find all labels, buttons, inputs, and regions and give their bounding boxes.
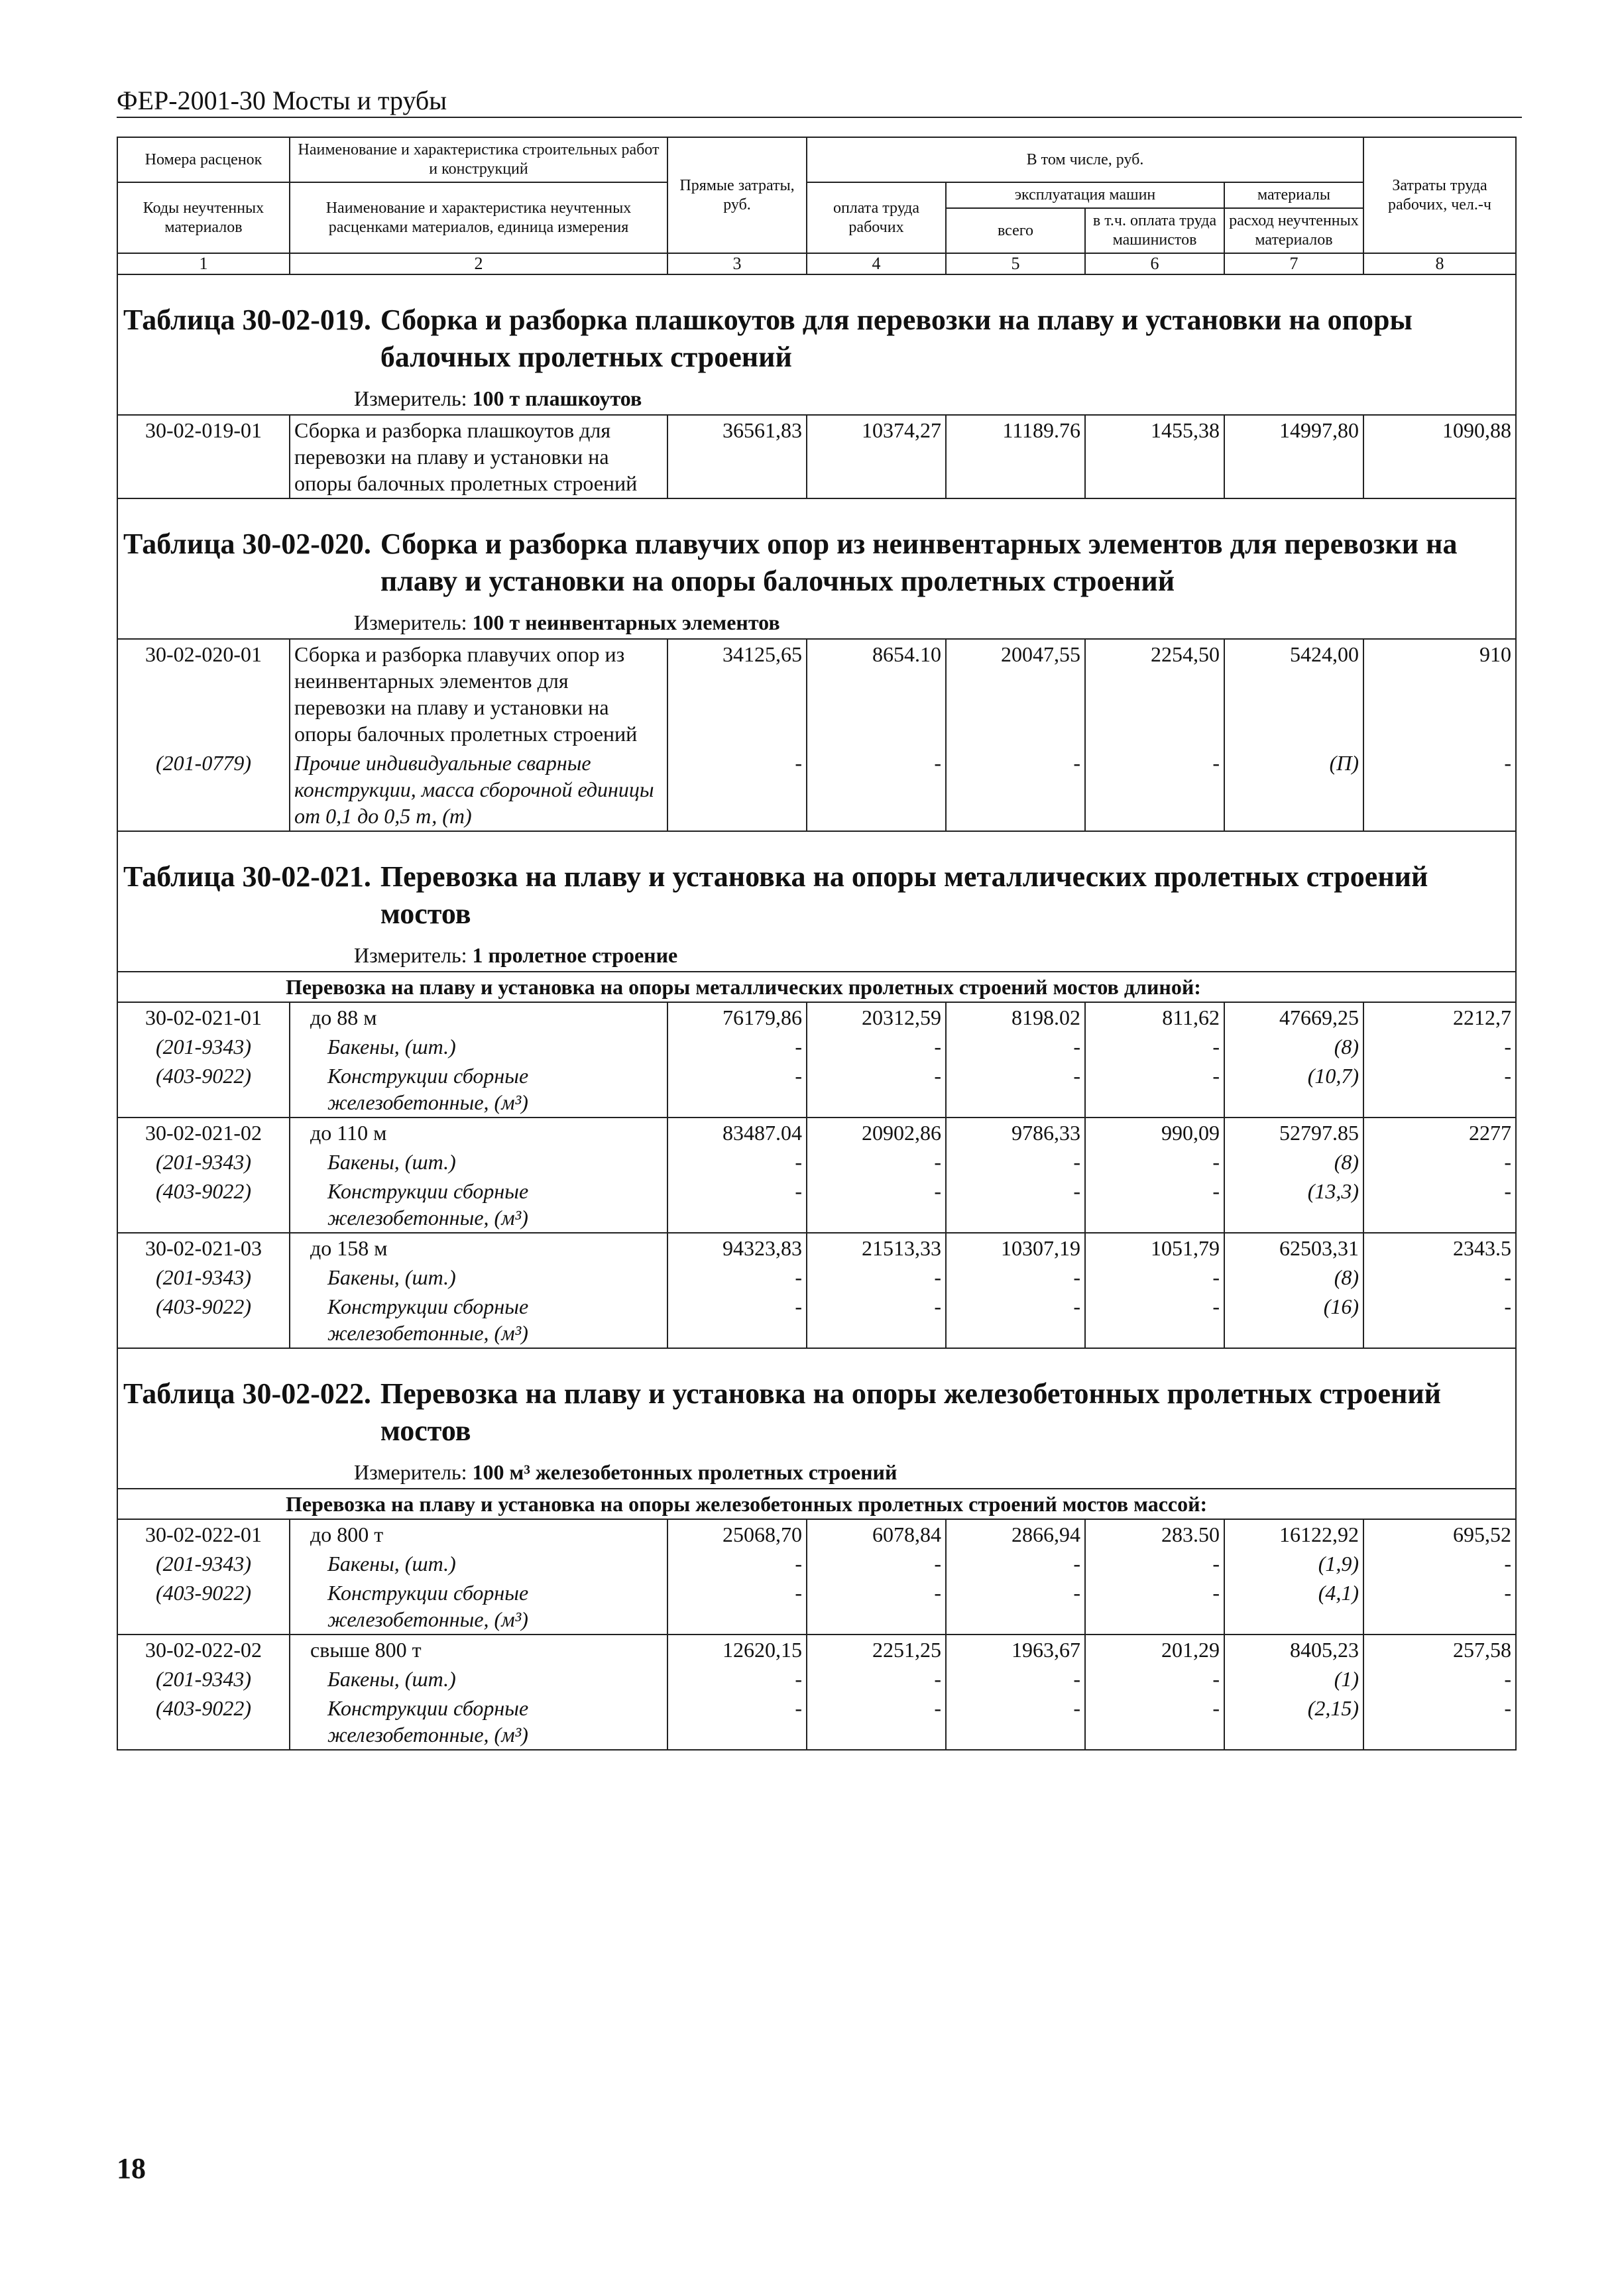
material-row — [117, 1032, 1516, 1061]
rate-row — [117, 1635, 1516, 1664]
material-row — [117, 1292, 1516, 1348]
column-number: 8 — [1363, 253, 1516, 274]
rate-code: (201-9343) — [117, 1147, 290, 1177]
value-col-7: (8) — [1224, 1147, 1363, 1177]
measurement-value: 1 пролетное строение — [472, 943, 678, 967]
value-col-4: 8654.10 — [807, 639, 946, 748]
table-section — [117, 831, 1516, 972]
value-col-4: - — [807, 1664, 946, 1693]
value-col-7: 62503,31 — [1224, 1233, 1363, 1263]
value-col-7: (10,7) — [1224, 1061, 1363, 1118]
column-numbers-row — [117, 253, 1516, 274]
col6-header: в т.ч. оплата труда машинистов — [1085, 208, 1224, 253]
value-col-6: 990,09 — [1085, 1118, 1224, 1147]
col3-header: Прямые затраты, руб. — [667, 137, 807, 253]
value-col-4: 20902,86 — [807, 1118, 946, 1147]
subheader-text: Перевозка на плаву и установка на опоры металлических пролетных строений мостов длиной: — [117, 972, 1516, 1002]
col2-header-top: Наименование и характеристика строительных работ и конструкций — [290, 137, 667, 182]
value-col-5: 1963,67 — [946, 1635, 1085, 1664]
value-col-4: - — [807, 1061, 946, 1118]
value-col-3: - — [667, 1032, 807, 1061]
subheader-row — [117, 1489, 1516, 1519]
value-col-8: - — [1363, 1061, 1516, 1118]
value-col-5: 11189.76 — [946, 415, 1085, 498]
value-col-5: - — [946, 1032, 1085, 1061]
rate-name: Сборка и разборка плашкоутов для перевозки на плаву и установки на опоры балочных пролетных строений — [290, 415, 667, 498]
value-col-3: - — [667, 1292, 807, 1348]
value-col-4: - — [807, 1549, 946, 1578]
value-col-8: - — [1363, 1693, 1516, 1750]
section-title — [123, 1375, 1510, 1450]
rate-code: 30-02-021-01 — [117, 1002, 290, 1032]
value-col-8: - — [1363, 748, 1516, 831]
rate-name: Конструкции сборные железобетонные, (м³) — [290, 1061, 667, 1118]
section-title-text: Перевозка на плаву и установка на опоры железобетонных пролетных строений мостов — [380, 1377, 1442, 1447]
value-col-8: - — [1363, 1263, 1516, 1292]
value-col-6: - — [1085, 1292, 1224, 1348]
value-col-4: - — [807, 1292, 946, 1348]
value-col-3: - — [667, 1578, 807, 1635]
rate-row — [117, 1233, 1516, 1263]
value-col-7: (4,1) — [1224, 1578, 1363, 1635]
value-col-4: - — [807, 1032, 946, 1061]
value-col-6: - — [1085, 1549, 1224, 1578]
col7-header: расход неучтенных материалов — [1224, 208, 1363, 253]
value-col-5: 20047,55 — [946, 639, 1085, 748]
value-col-4: - — [807, 1177, 946, 1233]
subheader-row — [117, 972, 1516, 1002]
value-col-5: - — [946, 1177, 1085, 1233]
value-col-8: 2343.5 — [1363, 1233, 1516, 1263]
value-col-6: 283.50 — [1085, 1519, 1224, 1549]
material-row — [117, 1549, 1516, 1578]
rate-name: Конструкции сборные железобетонные, (м³) — [290, 1177, 667, 1233]
rate-name: Сборка и разборка плавучих опор из неинвентарных элементов для перевозки на плаву и установки на опоры балочных пролетных строений — [290, 639, 667, 748]
column-number: 5 — [946, 253, 1085, 274]
material-row — [117, 1177, 1516, 1233]
value-col-3: - — [667, 1061, 807, 1118]
value-col-5: 10307,19 — [946, 1233, 1085, 1263]
rate-row — [117, 415, 1516, 498]
value-col-7: 8405,23 — [1224, 1635, 1363, 1664]
value-col-7: 47669,25 — [1224, 1002, 1363, 1032]
page-number: 18 — [117, 2152, 146, 2185]
section-title — [123, 858, 1510, 933]
measurement-value: 100 т неинвентарных элементов — [472, 610, 780, 634]
value-col-6: - — [1085, 1177, 1224, 1233]
value-col-3: - — [667, 1263, 807, 1292]
rate-row — [117, 639, 1516, 748]
rate-row — [117, 1519, 1516, 1549]
value-col-6: - — [1085, 1578, 1224, 1635]
rates-table — [117, 137, 1517, 1751]
value-col-8: 695,52 — [1363, 1519, 1516, 1549]
value-col-5: - — [946, 748, 1085, 831]
value-col-6: - — [1085, 748, 1224, 831]
section-title-text: Сборка и разборка плавучих опор из неинвентарных элементов для перевозки на плаву и установки на опоры балочных пролетных строений — [380, 528, 1458, 597]
included-group-header: В том числе, руб. — [807, 137, 1363, 182]
rate-name: Бакены, (шт.) — [290, 1549, 667, 1578]
value-col-7: (1,9) — [1224, 1549, 1363, 1578]
value-col-3: 25068,70 — [667, 1519, 807, 1549]
value-col-5: - — [946, 1664, 1085, 1693]
value-col-7: 16122,92 — [1224, 1519, 1363, 1549]
column-number: 4 — [807, 253, 946, 274]
rate-code: (201-9343) — [117, 1263, 290, 1292]
value-col-6: - — [1085, 1693, 1224, 1750]
value-col-5: - — [946, 1578, 1085, 1635]
value-col-4: 6078,84 — [807, 1519, 946, 1549]
measurement-unit — [123, 942, 1510, 968]
table-section-row — [117, 831, 1516, 972]
value-col-8: 1090,88 — [1363, 415, 1516, 498]
value-col-5: - — [946, 1263, 1085, 1292]
document-header-title: ФЕР-2001-30 Мосты и трубы — [117, 86, 447, 115]
rate-name: Прочие индивидуальные сварные конструкции, масса сборочной единицы от 0,1 до 0,5 т, (т) — [290, 748, 667, 831]
col4-header: оплата труда рабочих — [807, 182, 946, 253]
rate-name: до 88 м — [290, 1002, 667, 1032]
value-col-7: (2,15) — [1224, 1693, 1363, 1750]
table-section — [117, 498, 1516, 639]
value-col-6: - — [1085, 1664, 1224, 1693]
value-col-5: - — [946, 1693, 1085, 1750]
value-col-4: - — [807, 1263, 946, 1292]
rate-name: до 800 т — [290, 1519, 667, 1549]
measurement-unit — [123, 385, 1510, 412]
value-col-5: - — [946, 1147, 1085, 1177]
value-col-6: - — [1085, 1032, 1224, 1061]
rate-code: 30-02-021-03 — [117, 1233, 290, 1263]
rate-name: Конструкции сборные железобетонные, (м³) — [290, 1693, 667, 1750]
rate-code: (403-9022) — [117, 1061, 290, 1118]
value-col-7: (8) — [1224, 1032, 1363, 1061]
rate-code: (201-9343) — [117, 1664, 290, 1693]
rate-code: (201-0779) — [117, 748, 290, 831]
material-row — [117, 748, 1516, 831]
rate-code: 30-02-022-01 — [117, 1519, 290, 1549]
material-row — [117, 1263, 1516, 1292]
col1-header-top: Номера расценок — [117, 137, 290, 182]
value-col-6: 2254,50 — [1085, 639, 1224, 748]
value-col-4: 10374,27 — [807, 415, 946, 498]
measurement-value: 100 м³ железобетонных пролетных строений — [472, 1460, 897, 1484]
machines-group-header: эксплуатация машин — [946, 182, 1224, 208]
rate-name: Бакены, (шт.) — [290, 1147, 667, 1177]
value-col-3: - — [667, 1147, 807, 1177]
value-col-3: - — [667, 1693, 807, 1750]
value-col-3: 83487.04 — [667, 1118, 807, 1147]
materials-group-header: материалы — [1224, 182, 1363, 208]
value-col-5: - — [946, 1549, 1085, 1578]
rate-row — [117, 1002, 1516, 1032]
measurement-label: Измеритель: — [354, 610, 467, 634]
section-title-text: Сборка и разборка плашкоутов для перевозки на плаву и установки на опоры балочных пролетных строений — [380, 304, 1413, 373]
column-number: 7 — [1224, 253, 1363, 274]
table-section — [117, 274, 1516, 415]
value-col-4: 21513,33 — [807, 1233, 946, 1263]
column-number: 1 — [117, 253, 290, 274]
value-col-6: 1051,79 — [1085, 1233, 1224, 1263]
rate-code: (201-9343) — [117, 1549, 290, 1578]
measurement-label: Измеритель: — [354, 943, 467, 967]
section-title — [123, 302, 1510, 376]
value-col-5: - — [946, 1292, 1085, 1348]
value-col-8: - — [1363, 1664, 1516, 1693]
value-col-7: (13,3) — [1224, 1177, 1363, 1233]
value-col-3: 94323,83 — [667, 1233, 807, 1263]
value-col-4: - — [807, 1693, 946, 1750]
value-col-7: (1) — [1224, 1664, 1363, 1693]
measurement-unit — [123, 609, 1510, 636]
value-col-4: 20312,59 — [807, 1002, 946, 1032]
value-col-4: 2251,25 — [807, 1635, 946, 1664]
value-col-6: - — [1085, 1061, 1224, 1118]
col8-header: Затраты труда рабочих, чел.-ч — [1363, 137, 1516, 253]
section-label: Таблица 30-02-019. — [123, 304, 371, 336]
rate-row — [117, 1118, 1516, 1147]
rate-code: 30-02-022-02 — [117, 1635, 290, 1664]
value-col-4: - — [807, 1147, 946, 1177]
measurement-label: Измеритель: — [354, 1460, 467, 1484]
measurement-unit — [123, 1459, 1510, 1485]
value-col-8: - — [1363, 1177, 1516, 1233]
section-label: Таблица 30-02-021. — [123, 860, 371, 893]
value-col-3: - — [667, 748, 807, 831]
section-label: Таблица 30-02-022. — [123, 1377, 371, 1410]
value-col-8: 2277 — [1363, 1118, 1516, 1147]
column-number: 3 — [667, 253, 807, 274]
material-row — [117, 1693, 1516, 1750]
material-row — [117, 1664, 1516, 1693]
value-col-3: 12620,15 — [667, 1635, 807, 1664]
value-col-5: 2866,94 — [946, 1519, 1085, 1549]
value-col-6: 811,62 — [1085, 1002, 1224, 1032]
value-col-8: 2212,7 — [1363, 1002, 1516, 1032]
table-section — [117, 1348, 1516, 1489]
section-title — [123, 526, 1510, 600]
value-col-5: 9786,33 — [946, 1118, 1085, 1147]
value-col-5: 8198.02 — [946, 1002, 1085, 1032]
rate-code: (201-9343) — [117, 1032, 290, 1061]
value-col-6: - — [1085, 1263, 1224, 1292]
value-col-8: 910 — [1363, 639, 1516, 748]
value-col-8: - — [1363, 1578, 1516, 1635]
rate-code: (403-9022) — [117, 1578, 290, 1635]
value-col-3: 34125,65 — [667, 639, 807, 748]
header-rule — [117, 117, 1522, 118]
value-col-3: - — [667, 1177, 807, 1233]
rate-name: Бакены, (шт.) — [290, 1263, 667, 1292]
value-col-8: - — [1363, 1549, 1516, 1578]
rate-name: Бакены, (шт.) — [290, 1032, 667, 1061]
table-header — [117, 137, 1516, 274]
col1-header-bottom: Коды неучтенных материалов — [117, 182, 290, 253]
col5-header: всего — [946, 208, 1085, 253]
rate-name: до 158 м — [290, 1233, 667, 1263]
value-col-3: - — [667, 1664, 807, 1693]
rate-code: 30-02-020-01 — [117, 639, 290, 748]
measurement-label: Измеритель: — [354, 386, 467, 410]
column-number: 2 — [290, 253, 667, 274]
rate-code: 30-02-021-02 — [117, 1118, 290, 1147]
value-col-4: - — [807, 1578, 946, 1635]
measurement-value: 100 т плашкоутов — [472, 386, 642, 410]
rate-code: (403-9022) — [117, 1693, 290, 1750]
value-col-5: - — [946, 1061, 1085, 1118]
rate-name: Бакены, (шт.) — [290, 1664, 667, 1693]
subheader-text: Перевозка на плаву и установка на опоры железобетонных пролетных строений мостов массой: — [117, 1489, 1516, 1519]
value-col-8: 257,58 — [1363, 1635, 1516, 1664]
material-row — [117, 1578, 1516, 1635]
column-number: 6 — [1085, 253, 1224, 274]
value-col-4: - — [807, 748, 946, 831]
table-section-row — [117, 1348, 1516, 1489]
value-col-3: - — [667, 1549, 807, 1578]
section-label: Таблица 30-02-020. — [123, 528, 371, 560]
value-col-8: - — [1363, 1292, 1516, 1348]
value-col-3: 76179,86 — [667, 1002, 807, 1032]
section-title-text: Перевозка на плаву и установка на опоры металлических пролетных строений мостов — [380, 860, 1428, 930]
value-col-7: 52797.85 — [1224, 1118, 1363, 1147]
value-col-7: (П) — [1224, 748, 1363, 831]
table-body — [117, 274, 1516, 1750]
value-col-7: (8) — [1224, 1263, 1363, 1292]
material-row — [117, 1061, 1516, 1118]
table-section-row — [117, 498, 1516, 639]
value-col-8: - — [1363, 1032, 1516, 1061]
value-col-7: (16) — [1224, 1292, 1363, 1348]
rate-code: 30-02-019-01 — [117, 415, 290, 498]
value-col-6: 1455,38 — [1085, 415, 1224, 498]
value-col-8: - — [1363, 1147, 1516, 1177]
rate-code: (403-9022) — [117, 1177, 290, 1233]
table-section-row — [117, 274, 1516, 415]
value-col-7: 14997,80 — [1224, 415, 1363, 498]
rate-name: до 110 м — [290, 1118, 667, 1147]
value-col-3: 36561,83 — [667, 415, 807, 498]
col2-header-bottom: Наименование и характеристика неучтенных расценками материалов, единица измерения — [290, 182, 667, 253]
material-row — [117, 1147, 1516, 1177]
rate-name: свыше 800 т — [290, 1635, 667, 1664]
value-col-7: 5424,00 — [1224, 639, 1363, 748]
rate-name: Конструкции сборные железобетонные, (м³) — [290, 1578, 667, 1635]
value-col-6: - — [1085, 1147, 1224, 1177]
value-col-6: 201,29 — [1085, 1635, 1224, 1664]
rate-code: (403-9022) — [117, 1292, 290, 1348]
rate-name: Конструкции сборные железобетонные, (м³) — [290, 1292, 667, 1348]
